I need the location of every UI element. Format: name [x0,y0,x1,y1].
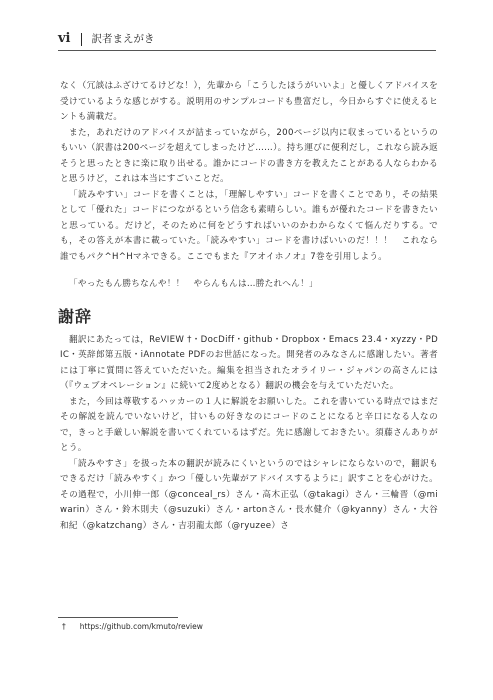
ack-paragraph: 翻訳にあたっては，ReVIEW †・DocDiff・github・Dropbox・Emacs 23.4・xyzzy・PDIC・英辞郎第五版・iAnnotate PDFのお世話になった。開発者のみなさんに感謝したい。著者には丁寧に質問に答えていただいた。編集を担当されたオライリー・ジャパンの高さんには（『ウェブオペレーション』に続いて2度めとなる）翻訳の機会を与えていただいた。 [60,334,438,391]
footnote-rule [58,617,178,618]
header-separator [81,33,82,46]
page-number: vi [58,31,71,46]
ack-paragraph: 「読みやすさ」を扱った本の翻訳が読みにくいというのではシャレにならないので，翻訳もできるだけ「読みやすく」かつ「優しい先輩がアドバイスするように」訳すことを心がけた。その過程で，小川伸一郎（@conceal_rs）さん・高木正弘（@takagi）さん・三輪晋（@miwarin）さん・鈴木則夫（@suzuki）さん・artonさん・長水健介（@kyanny）さん・大谷和紀（@katzchang）さん・吉羽龍太郎（@ryuzee）さ [60,458,438,531]
running-title: 訳者まえがき [91,33,155,45]
paragraph: また，あれだけのアドバイスが詰まっていながら，200ページ以内に収まっているというのもいい（訳書は200ページを超えてしまったけど……）。持ち運びに便利だし，これなら読み返そうと思ったときに楽に取り出せる。誰かにコードの書き方を教えたことがある人ならわかると思うけど，これは本当にすごいことだ。 [60,127,438,184]
block-quote: 「やったもん勝ちなんや！！ やらんもんは…勝たれへん！」 [69,279,318,289]
running-header [58,31,155,47]
footnote [62,622,203,632]
section-heading: 謝辞 [58,306,93,326]
footnote-mark: † [62,622,66,631]
footnote-url[interactable]: https://github.com/kmuto/review [79,622,203,631]
header-rule [58,50,436,51]
paragraph: 「読みやすい」コードを書くことは，「理解しやすい」コードを書くことであり，その結果として「優れた」コードにつながるという信念も素晴らしい。誰もが優れたコードを書きたいと思っている。だけど，そのために何をどうすればいいのかわからなくて悩んだりする。でも，その答えが本書に載っていた。「読みやすい」コードを書けばいいのだ！！！ これなら誰でもパク^H^Hマネできる。ここでもまた『アオイホノオ』7巻を引用しよう。 [60,189,438,262]
paragraph: なく（冗談はふざけてるけどな！），先輩から「こうしたほうがいいよ」と優しくアドバイスを受けているような感じがする。説明用のサンプルコードも豊富だし，今日からすぐに使えるヒントも満載だ。 [60,81,438,122]
ack-paragraph: また，今回は尊敬するハッカーの１人に解説をお願いした。これを書いている時点ではまだその解説を読んでいないけど，甘いもの好きなのにコードのことになると辛口になる人なので，きっと手厳しい解説を書いてくれているはずだ。先に感謝しておきたい。須藤さんありがとう。 [60,396,438,453]
page-body [60,79,438,534]
